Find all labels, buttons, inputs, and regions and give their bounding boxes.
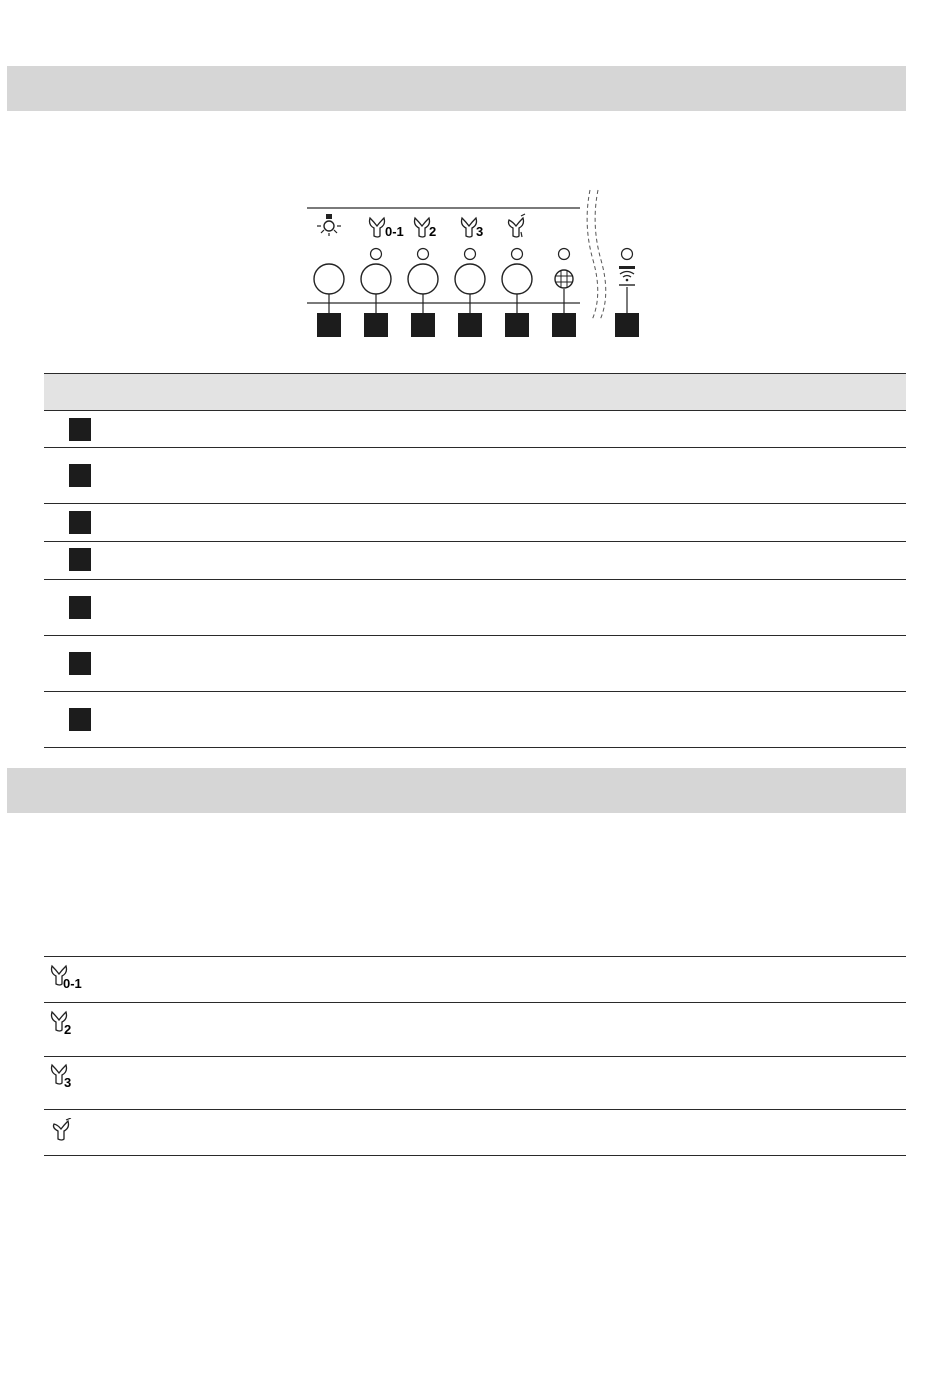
table-rule [44,747,906,748]
fan-intensive-icon [509,214,526,237]
table-header [44,373,906,410]
fan-row-label: 2 [64,1022,72,1037]
table-rule [44,579,906,580]
fan-row-label: 3 [64,1075,72,1090]
table-rule [44,1109,906,1110]
fan-icon [462,218,477,237]
remote-signal-icon [619,266,635,285]
row-marker-1 [69,418,91,441]
fan-icon [415,218,430,237]
fan-icon [370,218,385,237]
table-rule [44,410,906,411]
section-header-band-2 [7,768,906,813]
row-marker-2 [69,464,91,487]
table-rule [44,635,906,636]
section-header-band-1 [7,66,906,111]
row-marker-6 [69,652,91,675]
row-marker-7 [69,708,91,731]
light-button[interactable] [314,264,344,294]
table-rule [44,956,906,957]
table-rule [44,503,906,504]
row-marker-4 [69,548,91,571]
table-rule [44,1002,906,1003]
table-rule [44,1155,906,1156]
fan-icon [50,964,100,992]
fan-icon [50,1010,100,1038]
table-rule [44,447,906,448]
fan-speed-2-button[interactable] [408,264,438,294]
table-rule [44,1056,906,1057]
fan-speed-3-button[interactable] [455,264,485,294]
filter-grid-icon [555,270,573,288]
fan-label-0-1: 0-1 [385,224,404,239]
fan-label-3: 3 [476,224,484,239]
fan-speed-1-button[interactable] [361,264,391,294]
row-marker-3 [69,511,91,534]
table-rule [44,541,906,542]
fan-label-2: 2 [429,224,437,239]
table-rule [44,691,906,692]
fan-intensive-button[interactable] [502,264,532,294]
control-panel-diagram [300,185,660,340]
fan-intensive-icon [50,1118,100,1146]
row-marker-5 [69,596,91,619]
fan-row-label: 0-1 [63,976,82,991]
light-bulb-icon [317,214,341,236]
fan-icon [50,1063,100,1091]
